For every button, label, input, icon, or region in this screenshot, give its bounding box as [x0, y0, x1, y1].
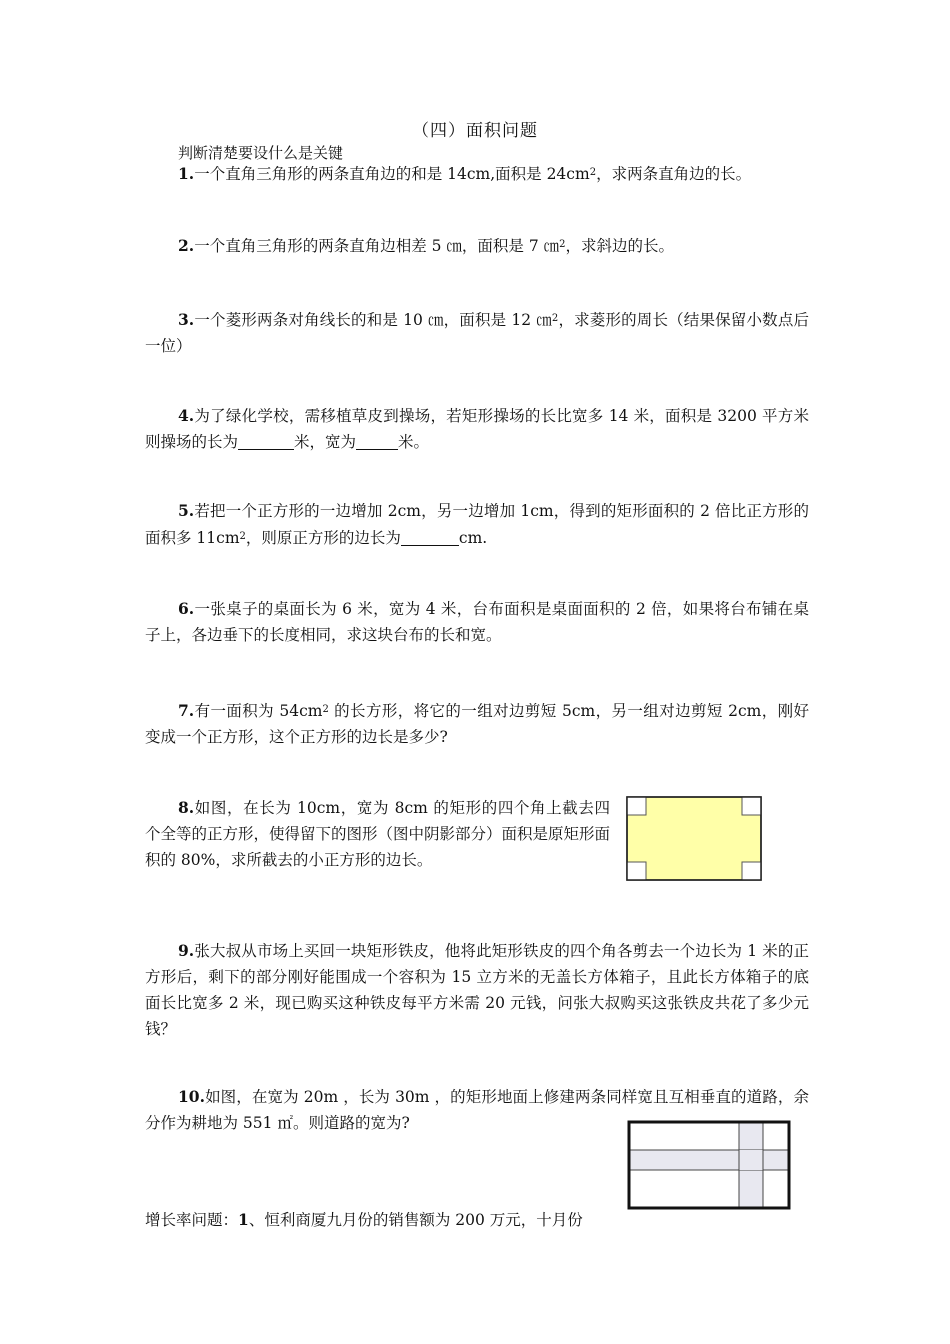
- question-text: 一个直角三角形的两条直角边的和是 14cm,面积是 24cm: [194, 165, 590, 183]
- question-number: 1: [238, 1210, 249, 1229]
- question-text: 若把一个正方形的一边增加 2cm，另一边增加 1cm，得到的矩形面积的 2 倍比正方形的面积多 11cm: [145, 502, 809, 547]
- question-9: [145, 938, 809, 1042]
- answer-blank[interactable]: [238, 431, 294, 450]
- question-number: 7.: [178, 701, 195, 720]
- question-text: 张大叔从市场上买回一块矩形铁皮，他将此矩形铁皮的四个角各剪去一个边长为 1 米的正方形后，剩下的部分刚好能围成一个容积为 15 立方米的无盖长方体箱子，且此长方体箱子的底面长比宽多 2 米，现已购买这种铁皮每平方米需 20 元钱，问张大叔购买这张铁皮共花了多少元钱？: [145, 942, 809, 1038]
- question-1: [145, 160, 809, 187]
- question-number: 8.: [178, 798, 195, 817]
- corner-square: [627, 797, 646, 815]
- question-text: 米，宽为: [294, 433, 357, 451]
- question-text: 一个菱形两条对角线长的和是 10 ㎝，面积是 12 ㎝: [194, 311, 552, 329]
- question-text: 的长方形，将它的一组对边剪短 5cm，另一组对边剪短 2cm，刚好变成一个正方形，这个正方形的边长是多少?: [145, 702, 809, 746]
- question-number: 10.: [178, 1087, 205, 1106]
- question-text: 一张桌子的桌面长为 6 米，宽为 4 米，台布面积是桌面面积的 2 倍，如果将台布铺在桌子上，各边垂下的长度相同，求这块台布的长和宽。: [145, 600, 809, 644]
- question-8: [145, 795, 610, 873]
- question-7: [145, 697, 809, 750]
- growth-rate-question: [145, 1208, 583, 1230]
- question-6: [145, 596, 809, 648]
- question-number: 3.: [178, 310, 195, 329]
- question-text: 有一面积为 54cm: [194, 702, 323, 720]
- question-text: ，求两条直角边的长。: [596, 165, 752, 183]
- question-number: 1.: [178, 164, 195, 183]
- superscript: 2: [322, 704, 329, 715]
- answer-blank[interactable]: [356, 431, 398, 450]
- question-5: [145, 498, 809, 551]
- corner-square: [742, 797, 761, 815]
- question-text: ，求菱形的周长（结果保留小数点后一位）: [145, 311, 809, 355]
- horizontal-road: [630, 1150, 788, 1170]
- intro-text: 判断清楚要设什么是关键: [178, 144, 344, 162]
- question-2: [145, 232, 809, 259]
- shaded-region: [627, 797, 761, 880]
- question-text: 如图，在长为 10cm，宽为 8cm 的矩形的四个角上截去四个全等的正方形，使得留下的图形（图中阴影部分）面积是原矩形面积的 80%，求所截去的小正方形的边长。: [145, 799, 611, 869]
- question-text: 如图，在宽为 20m ，长为 30m ，的矩形地面上修建两条同样宽且互相垂直的道路，余分作为耕地为 551 ㎡。则道路的宽为?: [145, 1088, 809, 1132]
- figure-cut-corners-rectangle: [626, 796, 763, 882]
- question-text: 一个直角三角形的两条直角边相差 5 ㎝，面积是 7 ㎝: [194, 237, 560, 255]
- question-number: 2.: [178, 236, 195, 255]
- page-title: （四）面积问题: [412, 121, 538, 141]
- question-text: 米。: [398, 433, 430, 451]
- superscript: 2: [589, 167, 597, 178]
- section-label: 增长率问题：: [145, 1211, 239, 1229]
- figure-roads-rectangle: [627, 1120, 793, 1212]
- question-text: ，求斜边的长。: [565, 237, 675, 255]
- question-number: 6.: [178, 599, 195, 618]
- question-text: ，则原正方形的边长为: [245, 529, 401, 547]
- question-number: 9.: [178, 941, 195, 960]
- answer-blank[interactable]: [401, 527, 459, 546]
- question-text: cm.: [458, 529, 488, 547]
- question-number: 5.: [178, 501, 195, 520]
- question-text: 为了绿化学校，需移植草皮到操场，若矩形操场的长比宽多 14 米，面积是 3200 平方米则操场的长为: [145, 407, 809, 451]
- superscript: 2: [551, 313, 559, 324]
- corner-square: [627, 862, 646, 880]
- question-3: [145, 306, 809, 359]
- superscript: 2: [239, 531, 246, 542]
- question-text: 、恒利商厦九月份的销售额为 200 万元，十月份: [248, 1211, 583, 1229]
- corner-square: [742, 862, 761, 880]
- question-4: [145, 403, 809, 455]
- superscript: 2: [559, 239, 566, 250]
- question-number: 4.: [178, 406, 195, 425]
